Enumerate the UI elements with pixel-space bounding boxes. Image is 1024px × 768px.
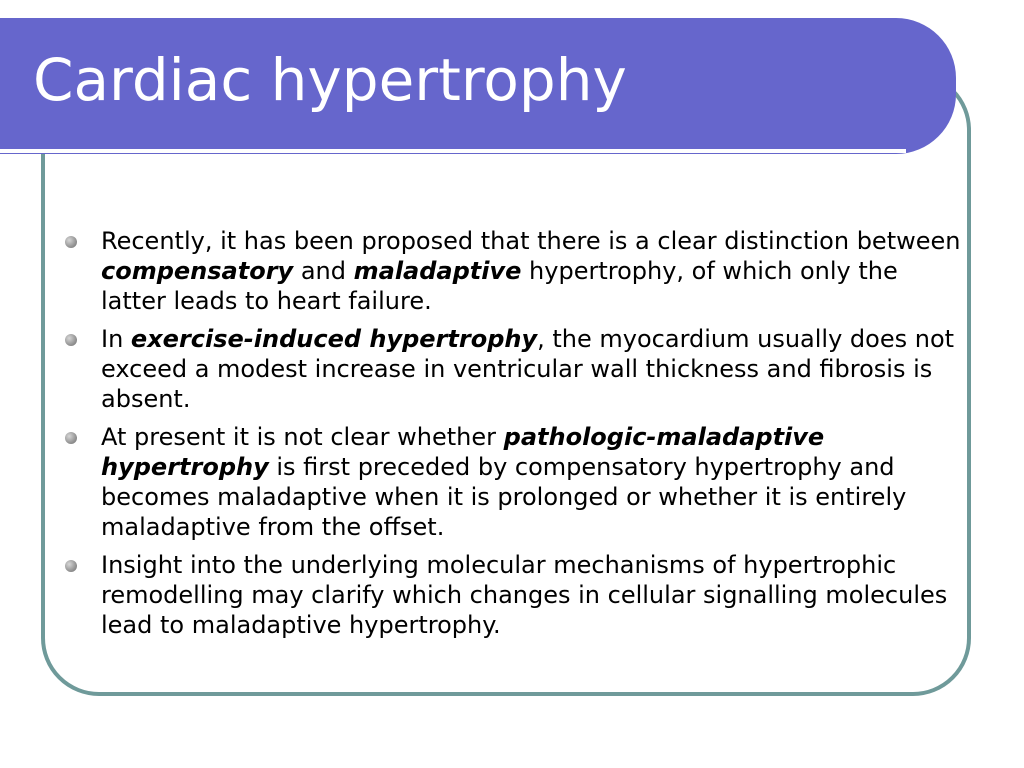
bullet-text-run: hypertrophy, of which only the latter leads to heart failure. [101, 257, 898, 315]
bullet-item [62, 422, 967, 542]
bullet-text-run: and [293, 257, 354, 285]
bullet-text-run: , the myocardium usually does not exceed a modest increase in ventricular wall thickness and fibrosis is absent. [101, 325, 955, 413]
bullet-text [101, 423, 906, 541]
bullet-text-run: Insight into the underlying molecular mechanisms of hypertrophic remodelling may clarify which changes in cellular signalling molecules lead to maladaptive hypertrophy. [101, 551, 948, 639]
bullet-dot-icon [65, 432, 77, 444]
bullet-dot-icon [65, 560, 77, 572]
title-bar [0, 18, 956, 154]
bullet-emphasis: compensatory [101, 257, 294, 285]
bullet-text-run: Recently, it has been proposed that there is a clear distinction between [101, 227, 961, 255]
bullet-item [62, 226, 967, 316]
bullet-item [62, 550, 967, 640]
bullet-list [62, 226, 967, 648]
bullet-text [101, 227, 960, 315]
bullet-emphasis: pathologic-maladaptive hypertrophy [101, 423, 825, 481]
bullet-text-run: At present it is not clear whether [101, 423, 504, 451]
bullet-text [101, 325, 954, 413]
bullet-text [101, 551, 947, 639]
title-underline [0, 149, 906, 153]
slide-title: Cardiac hypertrophy [33, 46, 627, 114]
bullet-emphasis: maladaptive [353, 257, 522, 285]
bullet-emphasis: exercise-induced hypertrophy [130, 325, 538, 353]
bullet-item [62, 324, 967, 414]
bullet-text-run: is first preceded by compensatory hypertrophy and becomes maladaptive when it is prolonged or whether it is entirely maladaptive from the offset. [101, 453, 907, 541]
bullet-dot-icon [65, 334, 77, 346]
bullet-dot-icon [65, 236, 77, 248]
bullet-text-run: In [101, 325, 131, 353]
